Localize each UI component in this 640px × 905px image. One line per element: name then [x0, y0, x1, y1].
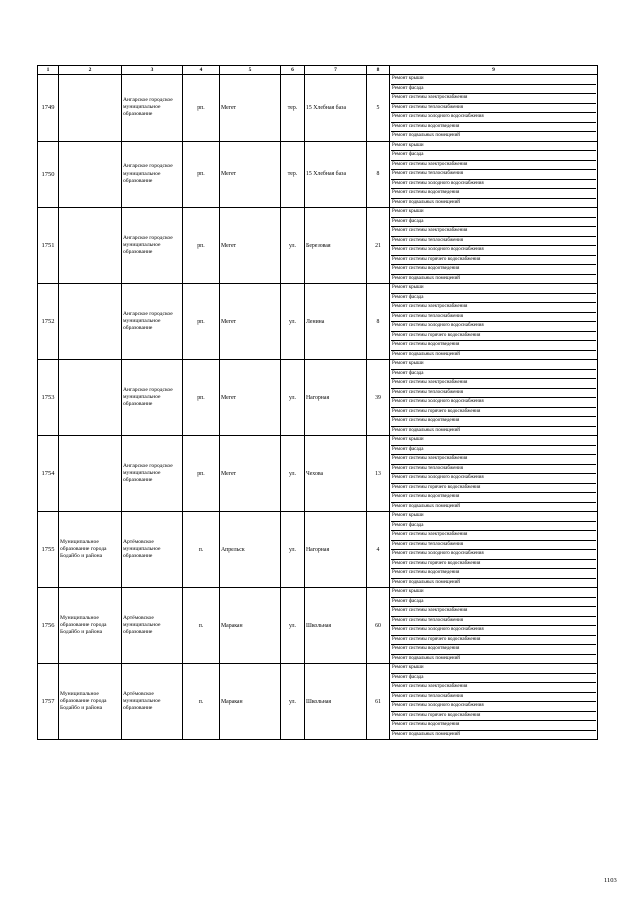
settlement-type-cell: п.	[183, 512, 220, 588]
work-item: Ремонт системы водоотведения	[391, 721, 596, 731]
work-item: Ремонт системы водоотведения	[391, 645, 596, 655]
house-cell: 39	[367, 360, 390, 436]
table-row	[38, 512, 598, 588]
row-number: 1751	[38, 208, 59, 284]
settlement-type-cell: рп.	[183, 141, 220, 208]
work-item: Ремонт фасада	[391, 446, 596, 456]
work-item: Ремонт системы электроснабжения	[391, 379, 596, 389]
municipality-cell: Ангарское городское муниципальное образование	[122, 75, 183, 142]
settlement-cell: Апрельск	[220, 512, 281, 588]
work-item: Ремонт крыши	[391, 588, 596, 598]
work-item: Ремонт системы электроснабжения	[391, 683, 596, 693]
street-cell: 15 Хлебная база	[305, 141, 367, 208]
work-item: Ремонт системы теплоснабжения	[391, 237, 596, 247]
header-cell-5: 5	[220, 66, 281, 75]
settlement-type-cell: рп.	[183, 208, 220, 284]
municipality-cell: Ангарское городское муниципальное образование	[122, 208, 183, 284]
municipality-cell: Ангарское городское муниципальное образование	[122, 436, 183, 512]
district-cell	[59, 360, 122, 436]
street-type-cell: ул.	[281, 208, 305, 284]
house-cell: 8	[367, 141, 390, 208]
work-item: Ремонт крыши	[391, 75, 596, 85]
work-item: Ремонт системы электроснабжения	[391, 455, 596, 465]
settlement-cell: Мегет	[220, 75, 281, 142]
district-cell: Муниципальное образование города Бодайбо и района	[59, 588, 122, 664]
house-cell: 21	[367, 208, 390, 284]
works-cell	[390, 664, 598, 740]
street-type-cell: тер.	[281, 75, 305, 142]
work-item: Ремонт крыши	[391, 360, 596, 370]
settlement-type-cell: рп.	[183, 284, 220, 360]
header-cell-2: 2	[59, 66, 122, 75]
work-item: Ремонт фасада	[391, 85, 596, 95]
row-number: 1750	[38, 141, 59, 208]
work-item: Ремонт системы холодного водоснабжения	[391, 474, 596, 484]
work-item: Ремонт фасада	[391, 294, 596, 304]
district-cell	[59, 75, 122, 142]
settlement-cell: Мегет	[220, 436, 281, 512]
table-row	[38, 588, 598, 664]
work-item: Ремонт системы электроснабжения	[391, 303, 596, 313]
header-cell-1: 1	[38, 66, 59, 75]
work-item: Ремонт системы электроснабжения	[391, 161, 596, 171]
work-item: Ремонт системы водоотведения	[391, 493, 596, 503]
work-item: Ремонт системы холодного водоснабжения	[391, 626, 596, 636]
municipality-cell: Ангарское городское муниципальное образование	[122, 141, 183, 208]
street-cell: Ленина	[305, 284, 367, 360]
work-item: Ремонт подвальных помещений	[392, 275, 460, 281]
work-item: Ремонт фасада	[391, 522, 596, 532]
table-row	[38, 208, 598, 284]
work-item: Ремонт системы холодного водоснабжения	[391, 550, 596, 560]
work-item: Ремонт подвальных помещений	[392, 351, 460, 357]
work-item: Ремонт системы горячего водоснабжения	[391, 712, 596, 722]
works-cell	[390, 360, 598, 436]
municipality-cell: Артёмовское муниципальное образование	[122, 588, 183, 664]
street-cell: 15 Хлебная база	[305, 75, 367, 142]
street-type-cell: ул.	[281, 436, 305, 512]
house-cell: 61	[367, 664, 390, 740]
work-item: Ремонт крыши	[391, 664, 596, 674]
municipality-cell: Артёмовское муниципальное образование	[122, 664, 183, 740]
district-cell	[59, 141, 122, 208]
street-cell: Чехова	[305, 436, 367, 512]
work-item: Ремонт системы водоотведения	[391, 123, 596, 133]
table-row	[38, 360, 598, 436]
header-cell-9: 9	[390, 66, 598, 75]
work-item: Ремонт системы теплоснабжения	[391, 170, 596, 180]
page-number: 1103	[604, 877, 617, 884]
work-item: Ремонт системы холодного водоснабжения	[391, 702, 596, 712]
header-cell-6: 6	[281, 66, 305, 75]
work-item: Ремонт системы горячего водоснабжения	[391, 332, 596, 342]
table-row	[38, 141, 598, 208]
work-item: Ремонт крыши	[391, 436, 596, 446]
house-cell: 8	[367, 284, 390, 360]
works-cell	[390, 208, 598, 284]
street-cell: Нагорная	[305, 360, 367, 436]
row-number: 1755	[38, 512, 59, 588]
register-table	[37, 65, 598, 740]
work-item: Ремонт системы теплоснабжения	[391, 541, 596, 551]
street-cell: Школьная	[305, 664, 367, 740]
settlement-type-cell: п.	[183, 588, 220, 664]
works-cell	[390, 588, 598, 664]
settlement-type-cell: рп.	[183, 75, 220, 142]
work-item: Ремонт системы теплоснабжения	[391, 465, 596, 475]
work-item: Ремонт системы горячего водоснабжения	[391, 484, 596, 494]
street-type-cell: ул.	[281, 664, 305, 740]
works-cell	[390, 284, 598, 360]
work-item: Ремонт системы теплоснабжения	[391, 617, 596, 627]
work-item: Ремонт фасада	[391, 151, 596, 161]
house-cell: 13	[367, 436, 390, 512]
row-number: 1753	[38, 360, 59, 436]
settlement-type-cell: рп.	[183, 360, 220, 436]
work-item: Ремонт системы электроснабжения	[391, 607, 596, 617]
street-type-cell: тер.	[281, 141, 305, 208]
work-item: Ремонт фасада	[391, 370, 596, 380]
work-item: Ремонт подвальных помещений	[392, 133, 460, 138]
work-item: Ремонт системы водоотведения	[391, 569, 596, 579]
street-cell: Березовая	[305, 208, 367, 284]
work-item: Ремонт системы теплоснабжения	[391, 389, 596, 399]
house-cell: 5	[367, 75, 390, 142]
row-number: 1754	[38, 436, 59, 512]
municipality-cell: Артёмовское муниципальное образование	[122, 512, 183, 588]
district-cell	[59, 208, 122, 284]
district-cell	[59, 436, 122, 512]
work-item: Ремонт системы водоотведения	[391, 189, 596, 199]
work-item: Ремонт крыши	[391, 512, 596, 522]
work-item: Ремонт подвальных помещений	[392, 199, 460, 205]
work-item: Ремонт системы горячего водоснабжения	[391, 636, 596, 646]
work-item: Ремонт подвальных помещений	[392, 579, 460, 585]
settlement-cell: Мегет	[220, 208, 281, 284]
work-item: Ремонт крыши	[391, 284, 596, 294]
work-item: Ремонт фасада	[391, 674, 596, 684]
works-cell	[390, 512, 598, 588]
work-item: Ремонт системы горячего водоснабжения	[391, 256, 596, 266]
work-item: Ремонт системы холодного водоснабжения	[391, 180, 596, 190]
table-row	[38, 436, 598, 512]
settlement-cell: Маракан	[220, 664, 281, 740]
work-item: Ремонт подвальных помещений	[392, 427, 460, 433]
work-item: Ремонт системы холодного водоснабжения	[391, 246, 596, 256]
row-number: 1756	[38, 588, 59, 664]
work-item: Ремонт системы водоотведения	[391, 417, 596, 427]
work-item: Ремонт фасада	[391, 218, 596, 228]
work-item: Ремонт системы холодного водоснабжения	[391, 322, 596, 332]
settlement-type-cell: рп.	[183, 436, 220, 512]
work-item: Ремонт системы холодного водоснабжения	[391, 113, 596, 123]
settlement-cell: Мегет	[220, 360, 281, 436]
row-number: 1749	[38, 75, 59, 142]
table-row	[38, 75, 598, 142]
work-item: Ремонт системы электроснабжения	[391, 227, 596, 237]
district-cell: Муниципальное образование города Бодайбо и района	[59, 664, 122, 740]
row-number: 1757	[38, 664, 59, 740]
work-item: Ремонт системы электроснабжения	[391, 94, 596, 104]
work-item: Ремонт системы теплоснабжения	[391, 313, 596, 323]
work-item: Ремонт подвальных помещений	[392, 731, 460, 737]
header-cell-4: 4	[183, 66, 220, 75]
works-cell	[390, 436, 598, 512]
work-item: Ремонт крыши	[391, 208, 596, 218]
works-cell	[390, 75, 598, 142]
work-item: Ремонт системы теплоснабжения	[391, 104, 596, 114]
street-type-cell: ул.	[281, 360, 305, 436]
table-row	[38, 664, 598, 740]
house-cell: 4	[367, 512, 390, 588]
header-row	[38, 66, 598, 75]
street-type-cell: ул.	[281, 512, 305, 588]
district-cell	[59, 284, 122, 360]
settlement-cell: Мегет	[220, 141, 281, 208]
settlement-type-cell: п.	[183, 664, 220, 740]
table-row	[38, 284, 598, 360]
work-item: Ремонт системы водоотведения	[391, 341, 596, 351]
header-cell-7: 7	[305, 66, 367, 75]
street-cell: Нагорная	[305, 512, 367, 588]
work-item: Ремонт системы горячего водоснабжения	[391, 408, 596, 418]
street-cell: Школьная	[305, 588, 367, 664]
work-item: Ремонт фасада	[391, 598, 596, 608]
house-cell: 60	[367, 588, 390, 664]
header-cell-3: 3	[122, 66, 183, 75]
register-body	[38, 75, 598, 740]
works-cell	[390, 141, 598, 208]
work-item: Ремонт системы водоотведения	[391, 265, 596, 275]
work-item: Ремонт подвальных помещений	[392, 503, 460, 509]
header-cell-8: 8	[367, 66, 390, 75]
work-item: Ремонт системы холодного водоснабжения	[391, 398, 596, 408]
street-type-cell: ул.	[281, 588, 305, 664]
work-item: Ремонт крыши	[391, 142, 596, 152]
street-type-cell: ул.	[281, 284, 305, 360]
work-item: Ремонт системы электроснабжения	[391, 531, 596, 541]
work-item: Ремонт системы горячего водоснабжения	[391, 560, 596, 570]
settlement-cell: Маракан	[220, 588, 281, 664]
row-number: 1752	[38, 284, 59, 360]
settlement-cell: Мегет	[220, 284, 281, 360]
municipality-cell: Ангарское городское муниципальное образование	[122, 360, 183, 436]
district-cell: Муниципальное образование города Бодайбо и района	[59, 512, 122, 588]
work-item: Ремонт подвальных помещений	[392, 655, 460, 661]
work-item: Ремонт системы теплоснабжения	[391, 693, 596, 703]
municipality-cell: Ангарское городское муниципальное образование	[122, 284, 183, 360]
